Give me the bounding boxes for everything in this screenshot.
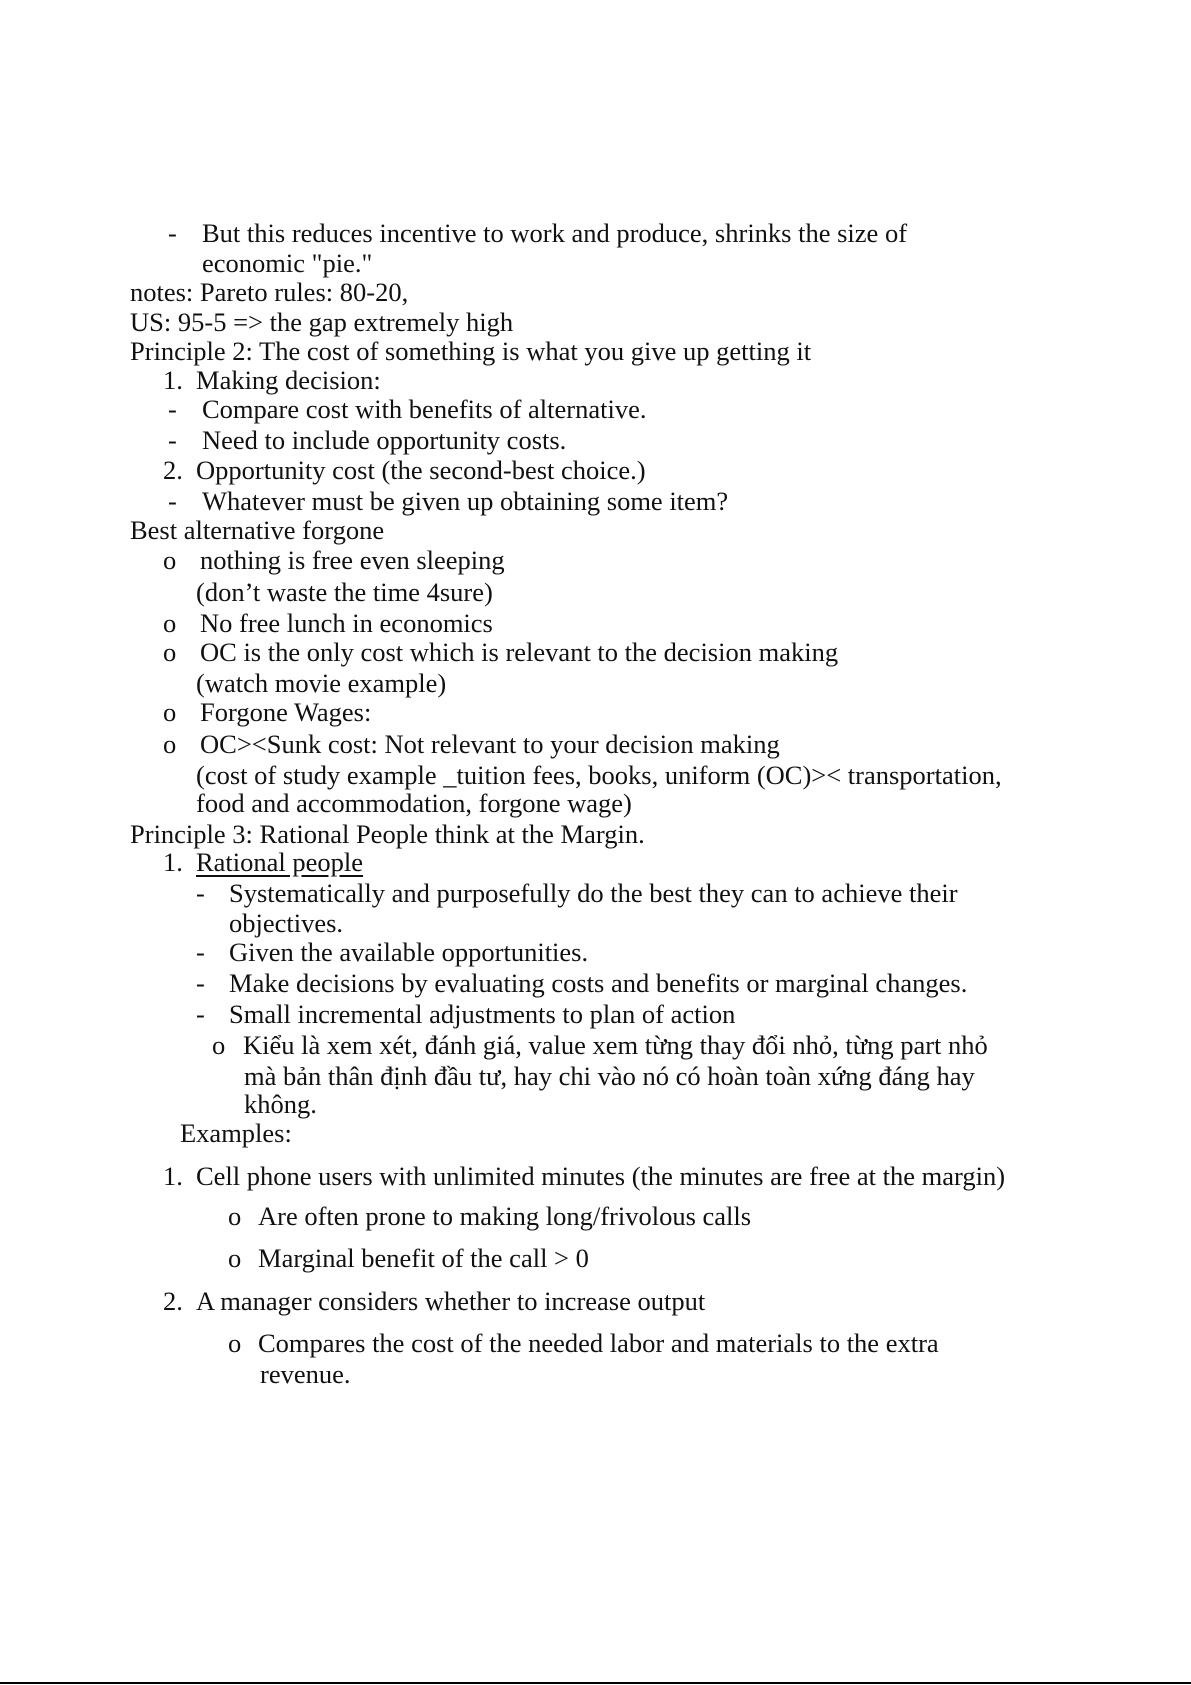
list-item: Opportunity cost (the second-best choice.) <box>196 455 646 485</box>
circle-bullet: o <box>228 1328 242 1358</box>
circle-bullet: o <box>163 637 177 667</box>
list-item-vietnamese: mà bản thân định đầu tư, hay chi vào nó có hoàn toàn xứng đáng hay <box>244 1061 975 1091</box>
circle-bullet: o <box>163 608 177 638</box>
list-item: Given the available opportunities. <box>229 937 589 967</box>
list-item: Whatever must be given up obtaining some item? <box>202 486 729 516</box>
text-line: economic "pie." <box>202 248 373 278</box>
list-item: Systematically and purposefully do the best they can to achieve their <box>229 878 958 908</box>
list-item: OC is the only cost which is relevant to the decision making <box>200 637 839 667</box>
list-note: (watch movie example) <box>196 668 447 698</box>
list-number: 2. <box>163 1286 183 1316</box>
dash-bullet: - <box>168 394 177 424</box>
circle-bullet: o <box>212 1030 226 1060</box>
text-line: Best alternative forgone <box>130 515 385 545</box>
dash-bullet: - <box>196 878 205 908</box>
principle-3-heading: Principle 3: Rational People think at the Margin. <box>130 819 645 849</box>
text-line: But this reduces incentive to work and produce, shrinks the size of <box>202 218 908 248</box>
circle-bullet: o <box>228 1201 242 1231</box>
list-item: Forgone Wages: <box>200 697 372 727</box>
list-item: Small incremental adjustments to plan of action <box>229 999 736 1029</box>
example-subitem: Marginal benefit of the call > 0 <box>258 1243 589 1273</box>
circle-bullet: o <box>163 545 177 575</box>
notes-line: notes: Pareto rules: 80-20, <box>130 277 409 307</box>
list-item: objectives. <box>229 908 344 938</box>
list-item: OC><Sunk cost: Not relevant to your decision making <box>200 729 780 759</box>
list-number: 1. <box>163 365 183 395</box>
list-note: (cost of study example _tuition fees, books, uniform (OC)>< transportation, <box>196 760 1002 790</box>
list-item: Compare cost with benefits of alternative. <box>202 394 647 424</box>
list-item: No free lunch in economics <box>200 608 493 638</box>
dash-bullet: - <box>196 999 205 1029</box>
example-subitem: Are often prone to making long/frivolous calls <box>258 1201 752 1231</box>
subheading-rational-people: Rational people <box>196 847 364 877</box>
example-item: A manager considers whether to increase output <box>196 1286 706 1316</box>
dash-bullet: - <box>196 968 205 998</box>
example-subitem: revenue. <box>260 1359 351 1389</box>
list-item-vietnamese: không. <box>244 1089 317 1119</box>
examples-label: Examples: <box>180 1118 292 1148</box>
page-bottom-rule <box>0 1682 1191 1684</box>
principle-2-heading: Principle 2: The cost of something is what you give up getting it <box>130 336 812 366</box>
list-item: Need to include opportunity costs. <box>202 425 567 455</box>
list-item: nothing is free even sleeping <box>200 545 505 575</box>
list-item: Make decisions by evaluating costs and benefits or marginal changes. <box>229 968 968 998</box>
list-item: Making decision: <box>196 365 381 395</box>
circle-bullet: o <box>163 697 177 727</box>
list-item-vietnamese: Kiểu là xem xét, đánh giá, value xem từng thay đổi nhỏ, từng part nhỏ <box>243 1030 988 1060</box>
example-subitem: Compares the cost of the needed labor and materials to the extra <box>258 1328 939 1358</box>
list-note: (don’t waste the time 4sure) <box>196 577 493 607</box>
dash-bullet: - <box>168 486 177 516</box>
dash-bullet: - <box>168 218 177 248</box>
list-number: 1. <box>163 847 183 877</box>
dash-bullet: - <box>168 425 177 455</box>
dash-bullet: - <box>196 937 205 967</box>
list-note: food and accommodation, forgone wage) <box>196 788 632 818</box>
example-item: Cell phone users with unlimited minutes (the minutes are free at the margin) <box>196 1161 1006 1191</box>
circle-bullet: o <box>163 729 177 759</box>
notes-line: US: 95-5 => the gap extremely high <box>130 307 514 337</box>
list-number: 1. <box>163 1161 183 1191</box>
circle-bullet: o <box>228 1243 242 1273</box>
list-number: 2. <box>163 455 183 485</box>
